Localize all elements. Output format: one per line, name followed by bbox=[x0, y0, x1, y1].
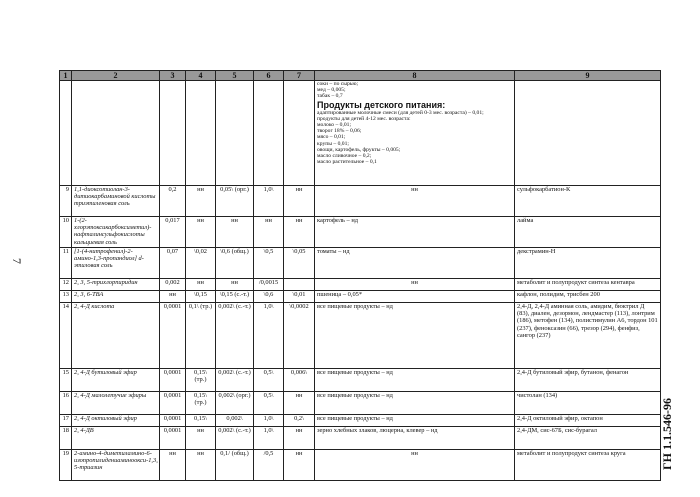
cell-col-5: 0,002\ (орг.) bbox=[216, 392, 254, 415]
section-title: Продукты детского питания: bbox=[317, 99, 446, 110]
column-header-4: 4 bbox=[186, 71, 216, 81]
cell-col-3: 0,0001 bbox=[160, 392, 186, 415]
cell-col-9: сульфокарбатион-К bbox=[515, 186, 661, 217]
column-header-1: 1 bbox=[60, 71, 72, 81]
cell-col-3: 0,002 bbox=[160, 279, 186, 291]
cell-col-7: нн bbox=[284, 427, 315, 450]
cell-col-7: нн bbox=[284, 450, 315, 481]
column-header-7: 7 bbox=[284, 71, 315, 81]
cell-col-5: 0,05\ (орг.) bbox=[216, 186, 254, 217]
cell-col-3: 0,0001 bbox=[160, 415, 186, 427]
table-row bbox=[60, 248, 661, 279]
cell-col-3: 0,0001 bbox=[160, 427, 186, 450]
cell-col-5: 0,002\ bbox=[216, 415, 254, 427]
cell-col-4: \0,15 bbox=[186, 291, 216, 303]
table-row bbox=[60, 392, 661, 415]
column-header-row bbox=[60, 71, 661, 81]
continuation-cell bbox=[315, 81, 515, 186]
cell-col-8: нн bbox=[315, 450, 515, 481]
cell-col-6: 1,0\ bbox=[254, 415, 284, 427]
cell-col-3: нн bbox=[160, 291, 186, 303]
baby-food-limit-line: молоко – 0,01; bbox=[317, 122, 352, 129]
cell-col-1: 9 bbox=[60, 186, 72, 217]
cell-col-1: 16 bbox=[60, 392, 72, 415]
cell-col-2: 2, 4-Д кислота bbox=[72, 303, 160, 369]
cell-col-3: 0,017 bbox=[160, 217, 186, 248]
baby-food-limit-line: крупы – 0,01; bbox=[317, 140, 349, 147]
cell-col-9: чистолан (134) bbox=[515, 392, 661, 415]
cell-col-1: 19 bbox=[60, 450, 72, 481]
cell-col-2: 2, 4-Д октиловый эфир bbox=[72, 415, 160, 427]
cell-col-9: 2,4-Д бутиловый эфир, бутанон, фенагон bbox=[515, 369, 661, 392]
baby-food-limit-line: творог 18% – 0,06; bbox=[317, 128, 362, 135]
cell-col-1: 15 bbox=[60, 369, 72, 392]
page-number: 7 bbox=[10, 258, 24, 264]
baby-food-limit-line: масло растительное – 0,1 bbox=[317, 159, 377, 166]
cell-col-4: нн bbox=[186, 279, 216, 291]
column-header-2: 2 bbox=[72, 71, 160, 81]
cell-col-5: 0,002\ (с.-т.) bbox=[216, 303, 254, 369]
cell-col-6: 1,0\ bbox=[254, 427, 284, 450]
cell-col-4: 0,15\ (тр.) bbox=[186, 392, 216, 415]
cell-col-1: 13 bbox=[60, 291, 72, 303]
baby-food-limit-line: масло сливочное – 0,2; bbox=[317, 153, 372, 160]
cell-col-6: 1,0\ bbox=[254, 186, 284, 217]
cell-col-8: все пищевые продукты – нд bbox=[315, 369, 515, 392]
cell-col-2: 2, 4-Д малолетучие эфиры bbox=[72, 392, 160, 415]
cell-col-2: 2, 3, 5-трихлорпиридин bbox=[72, 279, 160, 291]
cell-col-7 bbox=[284, 279, 315, 291]
table-row bbox=[60, 291, 661, 303]
cell-col-5: \0,6 (общ.) bbox=[216, 248, 254, 279]
limit-line: соки – по сырью; bbox=[317, 81, 359, 87]
column-header-8: 8 bbox=[315, 71, 515, 81]
cell-col-4: 0,15\ (тр.) bbox=[186, 369, 216, 392]
limit-line: табак – 0,7 bbox=[317, 93, 343, 100]
table-row bbox=[60, 186, 661, 217]
cell-col-9: лайма bbox=[515, 217, 661, 248]
cell-col-7: нн bbox=[284, 217, 315, 248]
cell-col-9: 2,4-Д, 2,4-Д аминная соль, амидим, бюктрил Д (83), диален, дезормон, лендмастер (113), лонтрим (186), метофен (134), полистимулин А6, тордон 101 (237), феноксазин (66), трезор (294), фенфиз, сангор (237) bbox=[515, 303, 661, 369]
cell-col-9: декстрамин-Н bbox=[515, 248, 661, 279]
table-row bbox=[60, 450, 661, 481]
table-row bbox=[60, 279, 661, 291]
cell-col-6: 1,0\ bbox=[254, 303, 284, 369]
limit-line: мед – 0,005; bbox=[317, 87, 346, 94]
cell-col-4: 0,15\ bbox=[186, 415, 216, 427]
cell-col-6: нн bbox=[254, 217, 284, 248]
baby-food-limit-line: мясо – 0,01; bbox=[317, 134, 346, 141]
cell-col-7: нн bbox=[284, 392, 315, 415]
cell-col-4: нн bbox=[186, 186, 216, 217]
cell-col-8: пшеница – 0,05* bbox=[315, 291, 515, 303]
document-code: ГН 1.1.546-96 bbox=[660, 398, 674, 470]
table-row bbox=[60, 369, 661, 392]
table-row bbox=[60, 427, 661, 450]
cell-col-1: 12 bbox=[60, 279, 72, 291]
cell-col-6: 0,5\ bbox=[254, 392, 284, 415]
cell-col-9: 2,4-Д октиловый эфир, октапон bbox=[515, 415, 661, 427]
cell-col-9: 2,4-ДМ, сис-67Б, сис-бурагал bbox=[515, 427, 661, 450]
column-header-9: 9 bbox=[515, 71, 661, 81]
cell-col-6: /0,5 bbox=[254, 450, 284, 481]
cell-col-4: нн bbox=[186, 427, 216, 450]
baby-food-limit-line: продукты для детей 4-12 мес. возраста: bbox=[317, 115, 411, 122]
cell-col-5: \0,15 (с.-т.) bbox=[216, 291, 254, 303]
cell-col-4: 0,1\ (тр.) bbox=[186, 303, 216, 369]
column-header-3: 3 bbox=[160, 71, 186, 81]
cell-col-4: нн bbox=[186, 450, 216, 481]
cell-col-8: томаты – нд bbox=[315, 248, 515, 279]
cell-col-5: нн bbox=[216, 217, 254, 248]
cell-col-6: \0,6 bbox=[254, 291, 284, 303]
cell-col-7: нн bbox=[284, 186, 315, 217]
cell-col-3: 0,0001 bbox=[160, 303, 186, 369]
cell-col-3: нн bbox=[160, 450, 186, 481]
continuation-row bbox=[60, 81, 661, 186]
cell-col-8: все пищевые продукты – нд bbox=[315, 415, 515, 427]
cell-col-1: 14 bbox=[60, 303, 72, 369]
table-row bbox=[60, 303, 661, 369]
column-header-6: 6 bbox=[254, 71, 284, 81]
cell-col-6: 0,5\ bbox=[254, 369, 284, 392]
cell-col-9: метаболит и полупродукт синтеза круга bbox=[515, 450, 661, 481]
table-row bbox=[60, 415, 661, 427]
cell-col-3: 0,07 bbox=[160, 248, 186, 279]
cell-col-5: нн bbox=[216, 279, 254, 291]
cell-col-1: 10 bbox=[60, 217, 72, 248]
cell-col-9: кафлон, полидим, трисбен 200 bbox=[515, 291, 661, 303]
cell-col-5: 0,002\ (с.-т.) bbox=[216, 427, 254, 450]
cell-col-4: нн bbox=[186, 217, 216, 248]
baby-food-limit-line: овощи, картофель, фрукты – 0,005; bbox=[317, 146, 401, 153]
table-row bbox=[60, 217, 661, 248]
cell-col-2: 2-амино-4-диметиламино-6-изопропилидениаминоокси-1,3, 5-триазин bbox=[72, 450, 160, 481]
cell-col-8: все пищевые продукты – нд bbox=[315, 303, 515, 369]
cell-col-9: метаболит и полупродукт синтеза кентавра bbox=[515, 279, 661, 291]
cell-col-7: 0,2\ bbox=[284, 415, 315, 427]
cell-col-1: 11 bbox=[60, 248, 72, 279]
cell-col-5: 0,1/ (общ.) bbox=[216, 450, 254, 481]
cell-col-6: \0,5 bbox=[254, 248, 284, 279]
cell-col-8: все пищевые продукты – нд bbox=[315, 392, 515, 415]
cell-col-6: /0,0015 bbox=[254, 279, 284, 291]
cell-col-8: нн bbox=[315, 186, 515, 217]
cell-col-7: \0,0002 bbox=[284, 303, 315, 369]
cell-col-8: картофель – нд bbox=[315, 217, 515, 248]
cell-col-2: 1,1-диоксотиолан-3-дитиокарбаминовой кислоты триэтиленовая соль bbox=[72, 186, 160, 217]
cell-col-2: 2, 3, 6-ТВА bbox=[72, 291, 160, 303]
cell-col-2: 1-(2-хлорэтоксикарбоксиметил)-нафталинсульфокислоты кальциевая соль bbox=[72, 217, 160, 248]
cell-col-2: 2, 4-ДВ bbox=[72, 427, 160, 450]
cell-col-3: 0,2 bbox=[160, 186, 186, 217]
cell-col-4: \0,02 bbox=[186, 248, 216, 279]
cell-col-8: зерно хлебных злаков, люцерна, клевер – нд bbox=[315, 427, 515, 450]
cell-col-7: \0,05 bbox=[284, 248, 315, 279]
cell-col-3: 0,0001 bbox=[160, 369, 186, 392]
hygiene-norms-table bbox=[59, 70, 661, 481]
cell-col-7: \0,01 bbox=[284, 291, 315, 303]
cell-col-2: [1-(4-нитрофенил)-2-амино-1,3-пропандиол] d-этиловая соль bbox=[72, 248, 160, 279]
cell-col-1: 17 bbox=[60, 415, 72, 427]
cell-col-7: 0,006\ bbox=[284, 369, 315, 392]
cell-col-5: 0,002\ (с.-т.) bbox=[216, 369, 254, 392]
cell-col-1: 18 bbox=[60, 427, 72, 450]
cell-col-8: нн bbox=[315, 279, 515, 291]
column-header-5: 5 bbox=[216, 71, 254, 81]
cell-col-2: 2, 4-Д бутиловый эфир bbox=[72, 369, 160, 392]
baby-food-limit-line: адаптированные молочные смеси (для детей 0-3 мес. возраста) – 0,01; bbox=[317, 109, 484, 116]
